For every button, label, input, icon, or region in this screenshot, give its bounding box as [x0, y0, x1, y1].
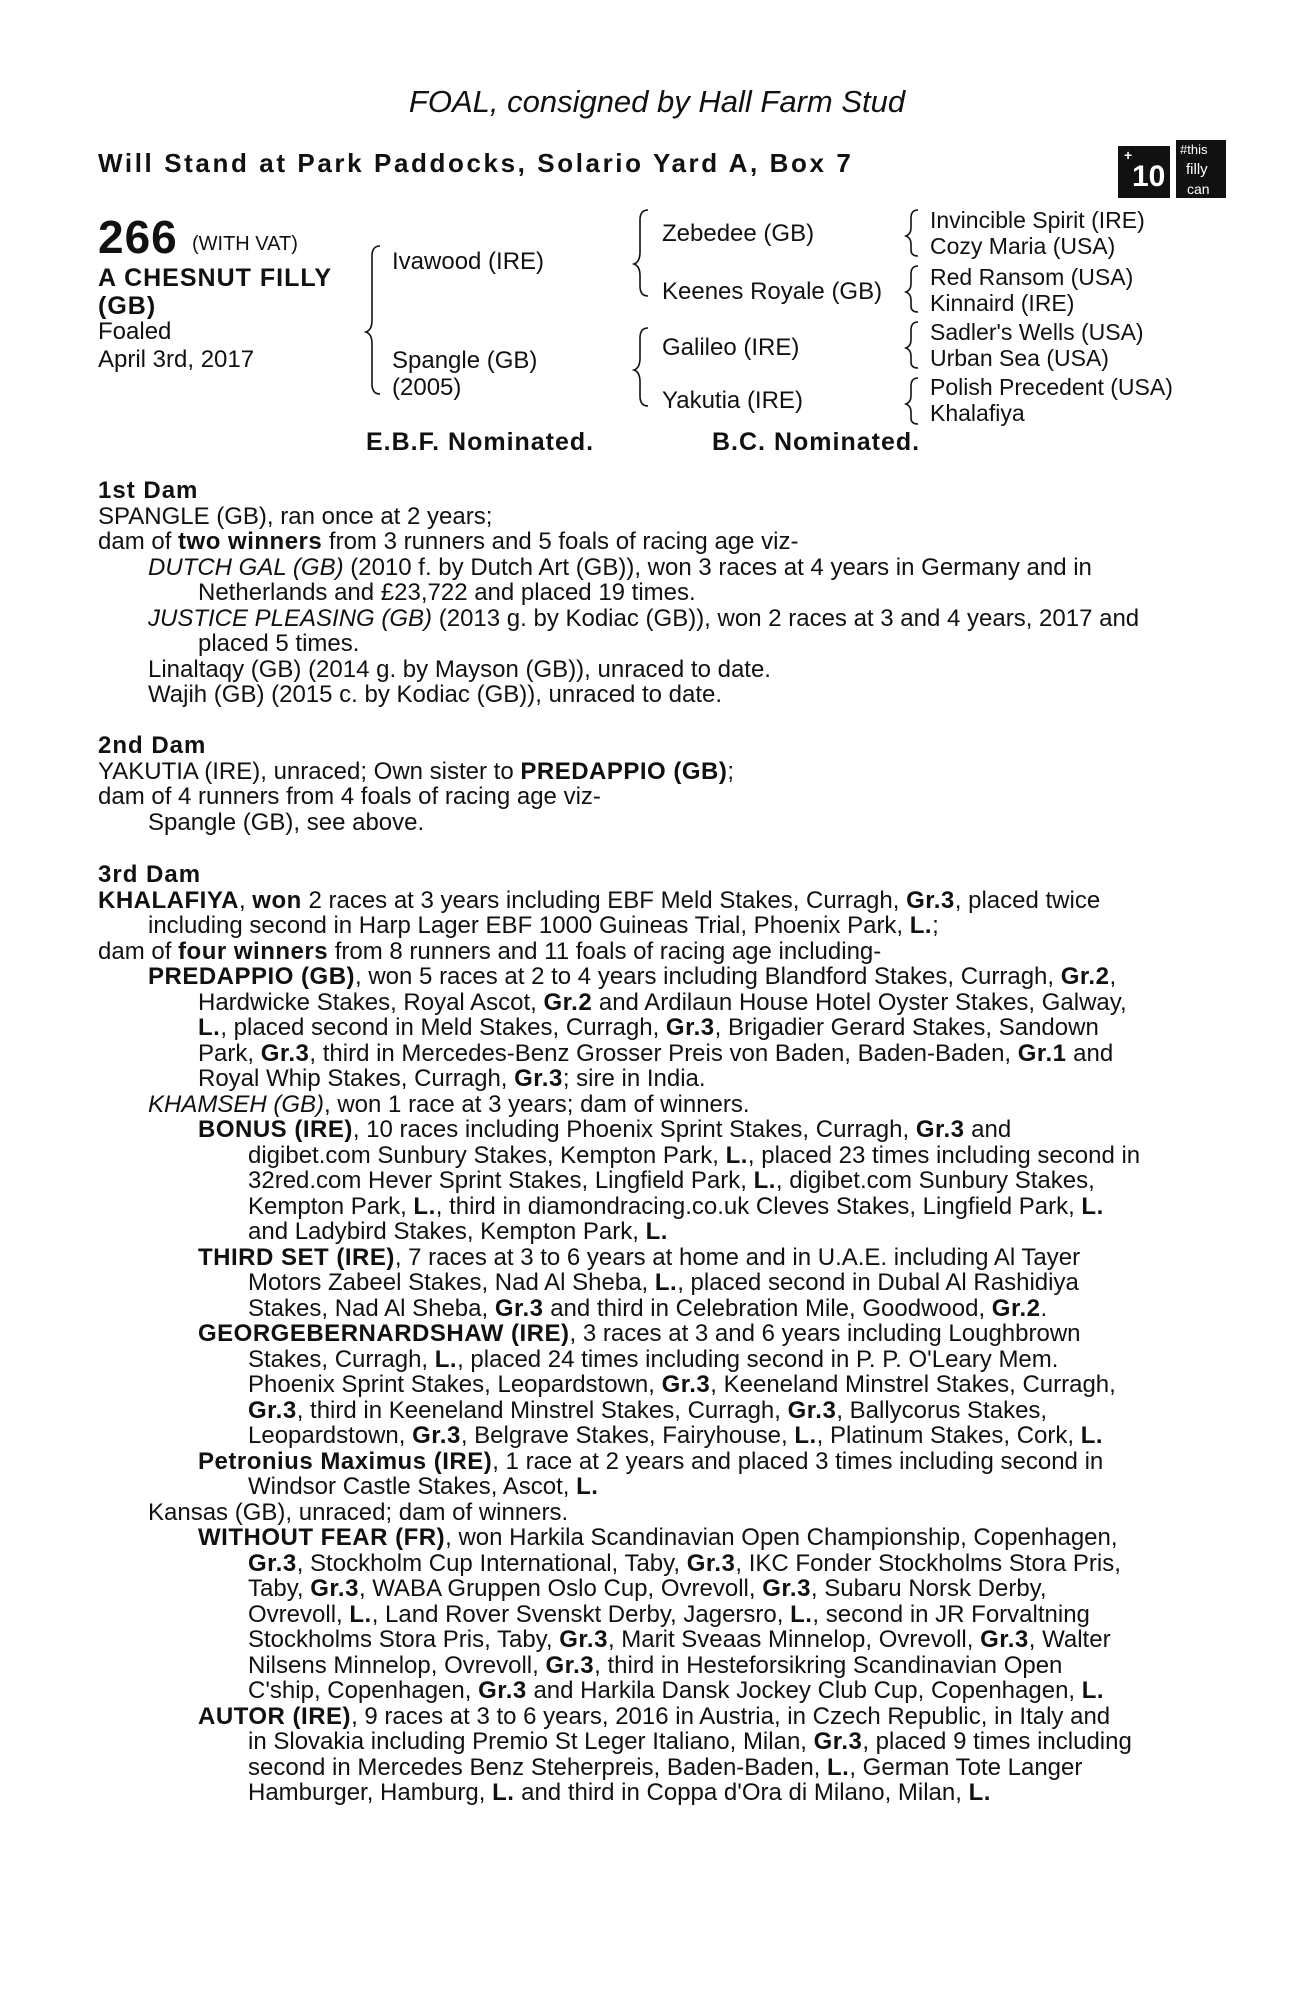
bc-nominated: B.C. Nominated.	[712, 428, 921, 456]
produce-entry-cont: Windsor Castle Stakes, Ascot, L.	[248, 1473, 599, 1500]
produce-entry: PREDAPPIO (GB), won 5 races at 2 to 4 years including Blandford Stakes, Curragh, Gr.2,	[148, 963, 1117, 990]
dam-year: (2005)	[392, 374, 462, 401]
produce-entry: KHAMSEH (GB), won 1 race at 3 years; dam of winners.	[148, 1090, 750, 1118]
dam-sire: Galileo (IRE)	[662, 334, 800, 361]
produce-entry-cont: Hamburger, Hamburg, L. and third in Coppa d'Ora di Milano, Milan, L.	[248, 1779, 991, 1806]
dam-produce-summary: dam of 4 runners from 4 foals of racing age viz-	[98, 783, 601, 810]
stand-location: Will Stand at Park Paddocks, Solario Yard A, Box 7	[98, 148, 854, 178]
dam-produce-summary: dam of four winners from 8 runners and 11 foals of racing age including-	[98, 937, 882, 965]
produce-entry: WITHOUT FEAR (FR), won Harkila Scandinavian Open Championship, Copenhagen,	[198, 1524, 1118, 1551]
produce-entry: JUSTICE PLEASING (GB) (2013 g. by Kodiac (GB)), won 2 races at 3 and 4 years, 2017 and	[148, 604, 1140, 632]
sire: Ivawood (IRE)	[392, 248, 545, 275]
produce-entry-cont: Phoenix Sprint Stakes, Leopardstown, Gr.3, Keeneland Minstrel Stakes, Curragh,	[248, 1371, 1116, 1398]
produce-entry-cont: Nilsens Minnelop, Ovrevoll, Gr.3, third in Hesteforsikring Scandinavian Open	[248, 1651, 1063, 1679]
produce-entry: DUTCH GAL (GB) (2010 f. by Dutch Art (GB)), won 3 races at 4 years in Germany and in	[148, 553, 1092, 581]
produce-entry: Wajih (GB) (2015 c. by Kodiac (GB)), unraced to date.	[148, 681, 723, 708]
ancestor-2: Cozy Maria (USA)	[930, 233, 1116, 259]
lot-number: 266	[98, 211, 178, 263]
produce-entry-cont: second in Mercedes Benz Steherpreis, Baden-Baden, L., German Tote Langer	[248, 1753, 1083, 1781]
dam: Spangle (GB)	[392, 347, 538, 374]
produce-entry-cont: Ovrevoll, L., Land Rover Svenskt Derby, Jagersro, L., second in JR Forvaltning	[248, 1600, 1090, 1628]
produce-entry: Linaltaqy (GB) (2014 g. by Mayson (GB)), unraced to date.	[148, 655, 771, 683]
svg-text:+: +	[1124, 147, 1133, 163]
dam-record: SPANGLE (GB), ran once at 2 years;	[98, 502, 493, 530]
dam-record: YAKUTIA (IRE), unraced; Own sister to PREDAPPIO (GB);	[98, 757, 735, 785]
dam-dam: Yakutia (IRE)	[662, 387, 803, 414]
horse-name-line2: (GB)	[98, 292, 157, 320]
produce-entry-cont: Stakes, Curragh, L., placed 24 times including second in P. P. O'Leary Mem.	[248, 1345, 1059, 1373]
ancestor-6: Urban Sea (USA)	[930, 345, 1109, 371]
sire-dam: Keenes Royale (GB)	[662, 278, 883, 305]
produce-entry: AUTOR (IRE), 9 races at 3 to 6 years, 2016 in Austria, in Czech Republic, in Italy and	[198, 1702, 1111, 1730]
produce-entry-cont: in Slovakia including Premio St Leger Italiano, Milan, Gr.3, placed 9 times including	[248, 1728, 1132, 1755]
ancestor-8: Khalafiya	[930, 400, 1025, 426]
svg-text:can: can	[1187, 181, 1210, 197]
produce-entry-cont: and Ladybird Stakes, Kempton Park, L.	[248, 1218, 668, 1245]
ancestor-5: Sadler's Wells (USA)	[930, 319, 1144, 345]
first-dam-section	[98, 478, 1203, 708]
produce-entry-cont: Motors Zabeel Stakes, Nad Al Sheba, L., placed second in Dubal Al Rashidiya	[248, 1269, 1079, 1296]
svg-text:#this: #this	[1180, 142, 1208, 157]
produce-entry-cont: C'ship, Copenhagen, Gr.3 and Harkila Dansk Jockey Club Cup, Copenhagen, L.	[248, 1677, 1105, 1704]
ancestor-4: Kinnaird (IRE)	[930, 290, 1075, 316]
produce-entry-cont: 32red.com Hever Sprint Stakes, Lingfield Park, L., digibet.com Sunbury Stakes,	[248, 1167, 1095, 1194]
horse-name-line1: A CHESNUT FILLY	[98, 264, 332, 292]
dam-record: KHALAFIYA, won 2 races at 3 years including EBF Meld Stakes, Curragh, Gr.3, placed twice	[98, 886, 1101, 914]
produce-entry-cont: Hardwicke Stakes, Royal Ascot, Gr.2 and Ardilaun House Hotel Oyster Stakes, Galway,	[198, 988, 1127, 1016]
produce-entry: THIRD SET (IRE), 7 races at 3 to 6 years at home and in U.A.E. including Al Tayer	[198, 1243, 1081, 1271]
foaled-label: Foaled	[98, 318, 172, 345]
ebf-nominated: E.B.F. Nominated.	[366, 428, 595, 456]
foaled-date: April 3rd, 2017	[98, 346, 255, 373]
vat-note: (WITH VAT)	[192, 233, 298, 255]
produce-entry-cont: Gr.3, Stockholm Cup International, Taby, Gr.3, IKC Fonder Stockholms Stora Pris,	[248, 1549, 1121, 1577]
produce-entry-cont: Gr.3, third in Keeneland Minstrel Stakes, Curragh, Gr.3, Ballycorus Stakes,	[248, 1396, 1048, 1424]
produce-entry-cont: Taby, Gr.3, WABA Gruppen Oslo Cup, Ovrevoll, Gr.3, Subaru Norsk Derby,	[248, 1575, 1047, 1602]
produce-entry-cont: Royal Whip Stakes, Curragh, Gr.3; sire in India.	[198, 1065, 706, 1092]
produce-entry: Kansas (GB), unraced; dam of winners.	[148, 1498, 569, 1526]
produce-entry-cont: Leopardstown, Gr.3, Belgrave Stakes, Fairyhouse, L., Platinum Stakes, Cork, L.	[248, 1422, 1104, 1449]
produce-entry: BONUS (IRE), 10 races including Phoenix Sprint Stakes, Curragh, Gr.3 and	[198, 1116, 1012, 1143]
second-dam-section	[98, 733, 1203, 835]
produce-entry-cont: Stakes, Nad Al Sheba, Gr.3 and third in Celebration Mile, Goodwood, Gr.2.	[248, 1294, 1048, 1322]
produce-entry-cont: digibet.com Sunbury Stakes, Kempton Park, L., placed 23 times including second in	[248, 1141, 1141, 1169]
section-heading: 1st Dam	[98, 477, 199, 504]
dam-produce-summary: dam of two winners from 3 runners and 5 foals of racing age viz-	[98, 528, 799, 555]
ancestor-3: Red Ransom (USA)	[930, 264, 1134, 290]
produce-entry-cont: Kempton Park, L., third in diamondracing.co.uk Cleves Stakes, Lingfield Park, L.	[248, 1192, 1104, 1220]
third-dam-section	[98, 862, 1203, 1806]
ancestor-7: Polish Precedent (USA)	[930, 374, 1173, 400]
dam-record-cont: including second in Harp Lager EBF 1000 Guineas Trial, Phoenix Park, L.;	[148, 912, 939, 939]
produce-entry: GEORGEBERNARDSHAW (IRE), 3 races at 3 and 6 years including Loughbrown	[198, 1320, 1081, 1347]
ancestor-1: Invincible Spirit (IRE)	[930, 207, 1145, 233]
section-heading: 3rd Dam	[98, 861, 202, 888]
produce-entry-cont: Park, Gr.3, third in Mercedes-Benz Grosser Preis von Baden, Baden-Baden, Gr.1 and	[198, 1039, 1114, 1067]
produce-entry-cont: Netherlands and £23,722 and placed 19 times.	[198, 579, 696, 606]
produce-entry: Spangle (GB), see above.	[148, 808, 425, 836]
consignment-title: FOAL, consigned by Hall Farm Stud	[408, 84, 906, 119]
produce-entry-cont: placed 5 times.	[198, 630, 360, 657]
section-heading: 2nd Dam	[98, 732, 207, 759]
produce-entry-cont: Stockholms Stora Pris, Taby, Gr.3, Marit Sveaas Minnelop, Ovrevoll, Gr.3, Walter	[248, 1626, 1111, 1653]
svg-text:10: 10	[1132, 160, 1166, 193]
sire-sire: Zebedee (GB)	[662, 220, 815, 247]
produce-entry-cont: L., placed second in Meld Stakes, Curragh, Gr.3, Brigadier Gerard Stakes, Sandown	[198, 1014, 1099, 1041]
svg-text:filly: filly	[1186, 161, 1208, 178]
produce-entry: Petronius Maximus (IRE), 1 race at 2 years and placed 3 times including second in	[198, 1447, 1104, 1475]
